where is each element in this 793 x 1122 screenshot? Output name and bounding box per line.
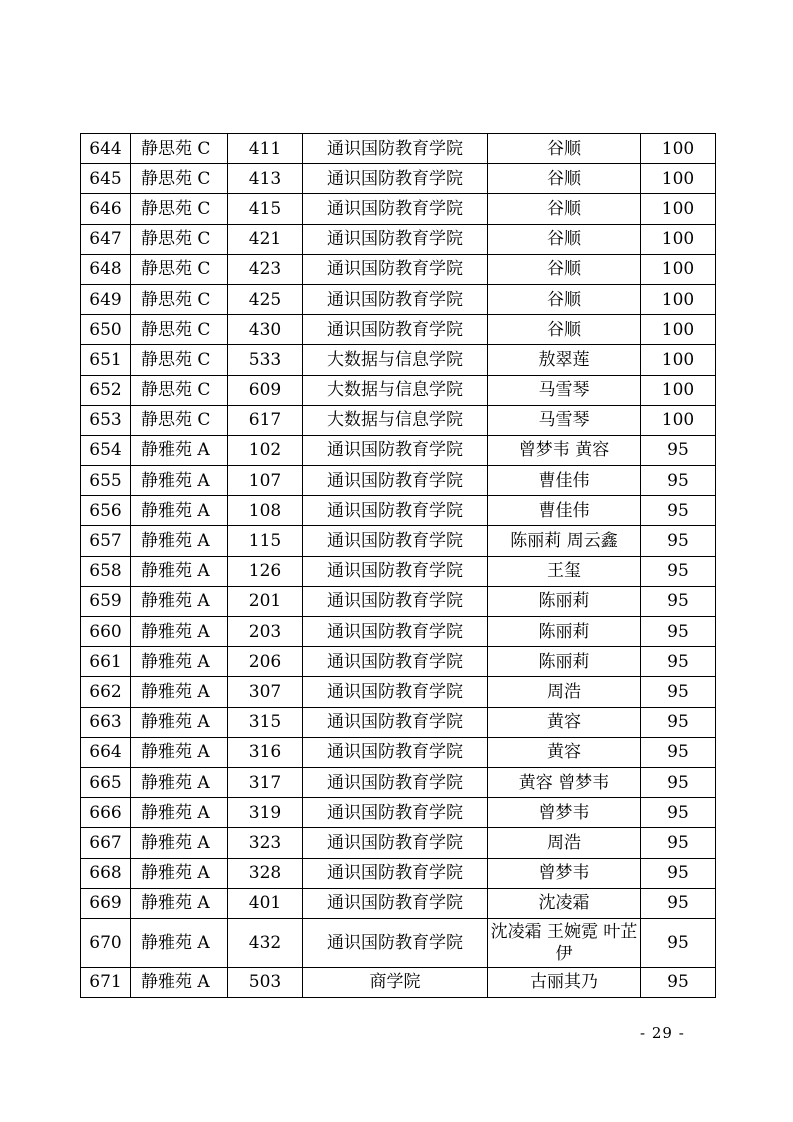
table-row	[81, 617, 716, 647]
page-number: - 29 -	[640, 1024, 685, 1042]
cell-college: 通识国防教育学院	[303, 647, 488, 677]
table-row	[81, 967, 716, 997]
cell-names: 曾梦韦	[488, 858, 641, 888]
cell-building: 静思苑 C	[131, 284, 228, 314]
cell-names: 曹佳伟	[488, 496, 641, 526]
cell-names: 黄容 曾梦韦	[488, 767, 641, 797]
cell-building: 静雅苑 A	[131, 798, 228, 828]
cell-number: 653	[81, 405, 131, 435]
cell-building: 静雅苑 A	[131, 647, 228, 677]
dormitory-score-table	[80, 133, 716, 998]
cell-score: 95	[641, 967, 716, 997]
cell-college: 通识国防教育学院	[303, 284, 488, 314]
cell-number: 664	[81, 737, 131, 767]
cell-number: 655	[81, 466, 131, 496]
cell-names: 曹佳伟	[488, 466, 641, 496]
cell-room: 533	[228, 345, 303, 375]
cell-room: 413	[228, 164, 303, 194]
cell-number: 667	[81, 828, 131, 858]
cell-building: 静思苑 C	[131, 345, 228, 375]
table-row	[81, 224, 716, 254]
table-row	[81, 526, 716, 556]
cell-number: 656	[81, 496, 131, 526]
cell-number: 666	[81, 798, 131, 828]
cell-score: 95	[641, 918, 716, 967]
table-row	[81, 918, 716, 967]
cell-room: 317	[228, 767, 303, 797]
cell-score: 100	[641, 284, 716, 314]
cell-room: 421	[228, 224, 303, 254]
cell-score: 95	[641, 526, 716, 556]
table-row	[81, 254, 716, 284]
cell-room: 126	[228, 556, 303, 586]
cell-number: 659	[81, 586, 131, 616]
cell-college: 通识国防教育学院	[303, 888, 488, 918]
table-row	[81, 194, 716, 224]
cell-college: 通识国防教育学院	[303, 677, 488, 707]
cell-score: 95	[641, 586, 716, 616]
cell-room: 315	[228, 707, 303, 737]
cell-college: 通识国防教育学院	[303, 918, 488, 967]
cell-building: 静雅苑 A	[131, 918, 228, 967]
table-row	[81, 647, 716, 677]
cell-room: 415	[228, 194, 303, 224]
cell-number: 646	[81, 194, 131, 224]
cell-number: 671	[81, 967, 131, 997]
cell-number: 668	[81, 858, 131, 888]
cell-score: 100	[641, 194, 716, 224]
table-row	[81, 375, 716, 405]
cell-number: 651	[81, 345, 131, 375]
cell-number: 662	[81, 677, 131, 707]
cell-college: 大数据与信息学院	[303, 375, 488, 405]
cell-score: 95	[641, 707, 716, 737]
cell-score: 95	[641, 737, 716, 767]
cell-college: 通识国防教育学院	[303, 798, 488, 828]
cell-building: 静雅苑 A	[131, 466, 228, 496]
cell-names: 沈凌霜 王婉霓 叶芷伊	[488, 918, 641, 967]
cell-number: 660	[81, 617, 131, 647]
table-row	[81, 586, 716, 616]
cell-building: 静思苑 C	[131, 194, 228, 224]
cell-college: 通识国防教育学院	[303, 707, 488, 737]
cell-room: 423	[228, 254, 303, 284]
cell-building: 静雅苑 A	[131, 496, 228, 526]
cell-college: 通识国防教育学院	[303, 435, 488, 465]
cell-names: 黄容	[488, 707, 641, 737]
cell-room: 617	[228, 405, 303, 435]
cell-names: 曾梦韦	[488, 798, 641, 828]
cell-building: 静雅苑 A	[131, 888, 228, 918]
cell-college: 商学院	[303, 967, 488, 997]
cell-room: 307	[228, 677, 303, 707]
cell-score: 100	[641, 164, 716, 194]
cell-number: 649	[81, 284, 131, 314]
cell-number: 644	[81, 134, 131, 164]
table-row	[81, 496, 716, 526]
cell-score: 95	[641, 435, 716, 465]
cell-names: 谷顺	[488, 315, 641, 345]
cell-names: 谷顺	[488, 284, 641, 314]
cell-number: 663	[81, 707, 131, 737]
cell-names: 陈丽莉	[488, 647, 641, 677]
cell-room: 107	[228, 466, 303, 496]
table-row	[81, 315, 716, 345]
cell-score: 100	[641, 375, 716, 405]
cell-score: 100	[641, 345, 716, 375]
cell-college: 通识国防教育学院	[303, 315, 488, 345]
cell-room: 430	[228, 315, 303, 345]
cell-college: 通识国防教育学院	[303, 466, 488, 496]
cell-score: 95	[641, 496, 716, 526]
cell-number: 652	[81, 375, 131, 405]
cell-score: 95	[641, 677, 716, 707]
cell-names: 陈丽莉	[488, 617, 641, 647]
cell-names: 谷顺	[488, 254, 641, 284]
cell-building: 静雅苑 A	[131, 556, 228, 586]
cell-college: 通识国防教育学院	[303, 526, 488, 556]
cell-names: 周浩	[488, 677, 641, 707]
cell-number: 661	[81, 647, 131, 677]
cell-college: 通识国防教育学院	[303, 254, 488, 284]
cell-room: 432	[228, 918, 303, 967]
cell-room: 401	[228, 888, 303, 918]
cell-college: 大数据与信息学院	[303, 345, 488, 375]
table-row	[81, 888, 716, 918]
cell-college: 通识国防教育学院	[303, 556, 488, 586]
cell-building: 静雅苑 A	[131, 767, 228, 797]
cell-score: 100	[641, 224, 716, 254]
table-row	[81, 858, 716, 888]
cell-building: 静思苑 C	[131, 254, 228, 284]
cell-room: 425	[228, 284, 303, 314]
cell-names: 古丽其乃	[488, 967, 641, 997]
table-row	[81, 345, 716, 375]
cell-building: 静雅苑 A	[131, 967, 228, 997]
cell-room: 201	[228, 586, 303, 616]
cell-building: 静思苑 C	[131, 375, 228, 405]
cell-names: 曾梦韦 黄容	[488, 435, 641, 465]
cell-score: 95	[641, 647, 716, 677]
cell-names: 谷顺	[488, 164, 641, 194]
cell-college: 通识国防教育学院	[303, 496, 488, 526]
cell-building: 静雅苑 A	[131, 858, 228, 888]
cell-building: 静雅苑 A	[131, 586, 228, 616]
cell-building: 静思苑 C	[131, 164, 228, 194]
table-row	[81, 767, 716, 797]
cell-number: 647	[81, 224, 131, 254]
table-row	[81, 405, 716, 435]
cell-building: 静思苑 C	[131, 315, 228, 345]
table-row	[81, 164, 716, 194]
cell-names: 谷顺	[488, 194, 641, 224]
cell-score: 100	[641, 134, 716, 164]
cell-room: 206	[228, 647, 303, 677]
cell-score: 95	[641, 828, 716, 858]
cell-building: 静雅苑 A	[131, 526, 228, 556]
table-row	[81, 435, 716, 465]
cell-building: 静雅苑 A	[131, 677, 228, 707]
cell-number: 670	[81, 918, 131, 967]
cell-number: 654	[81, 435, 131, 465]
cell-college: 通识国防教育学院	[303, 767, 488, 797]
cell-score: 95	[641, 888, 716, 918]
cell-number: 658	[81, 556, 131, 586]
cell-building: 静雅苑 A	[131, 828, 228, 858]
cell-college: 通识国防教育学院	[303, 194, 488, 224]
cell-score: 95	[641, 556, 716, 586]
cell-names: 周浩	[488, 828, 641, 858]
cell-room: 115	[228, 526, 303, 556]
table-row	[81, 556, 716, 586]
cell-building: 静思苑 C	[131, 134, 228, 164]
cell-names: 谷顺	[488, 134, 641, 164]
cell-college: 通识国防教育学院	[303, 164, 488, 194]
cell-college: 大数据与信息学院	[303, 405, 488, 435]
cell-names: 陈丽莉 周云鑫	[488, 526, 641, 556]
cell-score: 95	[641, 617, 716, 647]
cell-score: 100	[641, 405, 716, 435]
cell-room: 609	[228, 375, 303, 405]
cell-score: 95	[641, 798, 716, 828]
table-row	[81, 677, 716, 707]
cell-names: 王玺	[488, 556, 641, 586]
cell-room: 503	[228, 967, 303, 997]
cell-names: 马雪琴	[488, 375, 641, 405]
cell-number: 645	[81, 164, 131, 194]
cell-number: 648	[81, 254, 131, 284]
cell-score: 95	[641, 767, 716, 797]
cell-number: 650	[81, 315, 131, 345]
cell-room: 203	[228, 617, 303, 647]
cell-college: 通识国防教育学院	[303, 586, 488, 616]
table-row	[81, 284, 716, 314]
cell-names: 敖翠莲	[488, 345, 641, 375]
cell-building: 静思苑 C	[131, 224, 228, 254]
cell-room: 319	[228, 798, 303, 828]
table-row	[81, 798, 716, 828]
cell-room: 328	[228, 858, 303, 888]
cell-building: 静雅苑 A	[131, 617, 228, 647]
table-row	[81, 707, 716, 737]
table-body	[81, 134, 716, 998]
cell-college: 通识国防教育学院	[303, 134, 488, 164]
cell-college: 通识国防教育学院	[303, 858, 488, 888]
cell-building: 静雅苑 A	[131, 737, 228, 767]
cell-building: 静雅苑 A	[131, 435, 228, 465]
table-row	[81, 737, 716, 767]
cell-names: 陈丽莉	[488, 586, 641, 616]
cell-names: 马雪琴	[488, 405, 641, 435]
cell-score: 100	[641, 315, 716, 345]
cell-room: 316	[228, 737, 303, 767]
cell-score: 95	[641, 466, 716, 496]
cell-room: 323	[228, 828, 303, 858]
cell-score: 95	[641, 858, 716, 888]
cell-names: 谷顺	[488, 224, 641, 254]
cell-score: 100	[641, 254, 716, 284]
cell-names: 沈凌霜	[488, 888, 641, 918]
cell-college: 通识国防教育学院	[303, 828, 488, 858]
table-row	[81, 134, 716, 164]
cell-room: 411	[228, 134, 303, 164]
cell-room: 108	[228, 496, 303, 526]
table-row	[81, 466, 716, 496]
cell-number: 665	[81, 767, 131, 797]
cell-college: 通识国防教育学院	[303, 224, 488, 254]
cell-building: 静思苑 C	[131, 405, 228, 435]
cell-college: 通识国防教育学院	[303, 737, 488, 767]
cell-building: 静雅苑 A	[131, 707, 228, 737]
cell-number: 657	[81, 526, 131, 556]
table-row	[81, 828, 716, 858]
cell-number: 669	[81, 888, 131, 918]
cell-names: 黄容	[488, 737, 641, 767]
cell-college: 通识国防教育学院	[303, 617, 488, 647]
cell-room: 102	[228, 435, 303, 465]
